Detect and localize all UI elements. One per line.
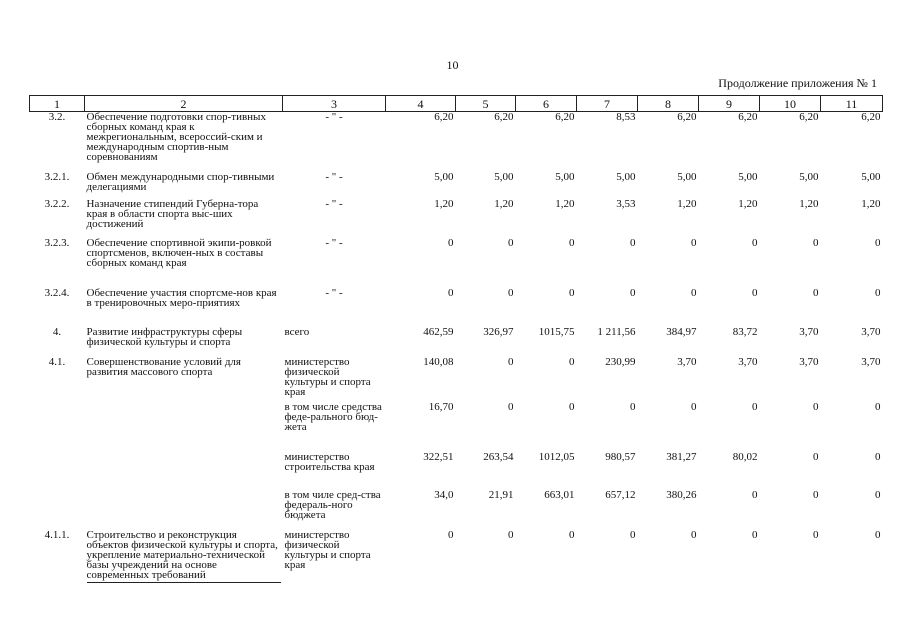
column-header: 9 — [699, 96, 760, 112]
table-row — [30, 199, 883, 238]
row-name-text: Обеспечение участия спортсме-нов края в тренировочных меро-приятиях — [86, 286, 277, 309]
row-value: 0 — [448, 286, 454, 299]
row-value: 1,20 — [555, 197, 575, 210]
row-value: 34,0 — [434, 488, 454, 501]
column-header: 6 — [516, 96, 577, 112]
row-source: - " - — [325, 197, 343, 210]
page-number: 10 — [446, 58, 459, 72]
row-name — [85, 490, 283, 530]
row-value: 6,20 — [861, 111, 881, 123]
row-value: 0 — [569, 528, 575, 541]
row-value: 0 — [691, 528, 697, 541]
table-row — [30, 112, 883, 172]
row-code: 3.2.4. — [44, 286, 70, 299]
row-value: 0 — [813, 488, 819, 501]
row-value: 1,20 — [434, 197, 454, 210]
column-header: 11 — [821, 96, 883, 112]
row-name — [85, 238, 283, 288]
row-value: 3,70 — [799, 325, 819, 338]
row-code: 3.2.3. — [44, 236, 70, 249]
row-value: 0 — [448, 236, 454, 249]
row-value: 5,00 — [434, 170, 454, 183]
table-row — [30, 238, 883, 288]
row-value: 1,20 — [861, 197, 881, 210]
row-source: в том чиле сред-ства федераль-ного бюджета — [284, 488, 381, 521]
row-code: 3.2.1. — [44, 170, 70, 183]
table-row — [30, 172, 883, 199]
row-value: 462,59 — [423, 325, 454, 338]
row-value: 0 — [569, 400, 575, 413]
row-source: - " - — [325, 170, 343, 183]
header-row — [30, 96, 883, 112]
row-value: 1,20 — [677, 197, 697, 210]
row-source: всего — [284, 325, 310, 338]
row-value: 3,70 — [861, 355, 881, 368]
row-value: 980,57 — [605, 450, 636, 463]
table-row — [30, 490, 883, 530]
row-value: 5,00 — [738, 170, 758, 183]
row-name — [85, 357, 283, 402]
row-value: 6,20 — [738, 111, 758, 123]
row-value: 3,70 — [799, 355, 819, 368]
row-name — [85, 172, 283, 199]
row-value: 0 — [752, 528, 758, 541]
row-name — [85, 327, 283, 357]
row-value: 0 — [813, 400, 819, 413]
row-value: 0 — [569, 286, 575, 299]
row-name-text: Обеспечение спортивной экипи-ровкой спортсменов, включен-ных в составы сборных команд края — [86, 236, 272, 269]
row-value: 0 — [813, 236, 819, 249]
row-value: 16,70 — [428, 400, 454, 413]
row-source: - " - — [325, 236, 343, 249]
row-source: - " - — [325, 286, 343, 299]
row-value: 326,97 — [483, 325, 514, 338]
row-source: в том числе средства феде-рального бюд-жета — [284, 400, 382, 433]
row-name — [85, 530, 283, 592]
row-value: 0 — [875, 286, 881, 299]
row-value: 3,70 — [677, 355, 697, 368]
row-value: 3,70 — [738, 355, 758, 368]
row-value: 3,53 — [616, 197, 636, 210]
row-name — [85, 452, 283, 490]
row-value: 1,20 — [738, 197, 758, 210]
row-value: 0 — [875, 236, 881, 249]
row-code: 4.1. — [48, 355, 66, 368]
column-header: 8 — [638, 96, 699, 112]
row-value: 230,99 — [605, 355, 636, 368]
table-row — [30, 288, 883, 327]
row-value: 0 — [813, 450, 819, 463]
row-name-text: Обеспечение подготовки спор-тивных сборных команд края к межрегиональным, всероссий-ским и международным спортив-ным соревнованиям — [86, 111, 266, 163]
row-value: 0 — [630, 236, 636, 249]
row-value: 0 — [448, 528, 454, 541]
row-value: 663,01 — [544, 488, 575, 501]
row-code — [30, 452, 85, 490]
column-header: 2 — [85, 96, 283, 112]
row-code — [30, 402, 85, 452]
row-code: 4.1.1. — [44, 528, 70, 541]
row-value: 6,20 — [799, 111, 819, 123]
row-value: 1015,75 — [538, 325, 575, 338]
row-name — [85, 288, 283, 327]
row-value: 380,26 — [666, 488, 697, 501]
row-value: 0 — [813, 528, 819, 541]
row-value: 0 — [875, 528, 881, 541]
row-value: 1012,05 — [538, 450, 575, 463]
row-value: 0 — [508, 236, 514, 249]
row-name-text: Развитие инфраструктуры сферы физической культуры и спорта — [86, 325, 243, 348]
row-value: 0 — [875, 400, 881, 413]
row-value: 5,00 — [799, 170, 819, 183]
row-code: 4. — [52, 325, 62, 338]
row-source: министерство строительства края — [284, 450, 375, 473]
column-header: 1 — [30, 96, 85, 112]
row-value: 0 — [569, 355, 575, 368]
row-value: 0 — [691, 236, 697, 249]
row-value: 1,20 — [799, 197, 819, 210]
row-name-text: Назначение стипендий Губерна-тора края в области спорта выс-ших достижений — [86, 197, 259, 230]
row-value: 5,00 — [861, 170, 881, 183]
row-code: 3.2.2. — [44, 197, 70, 210]
row-value: 0 — [752, 286, 758, 299]
row-value: 6,20 — [555, 111, 575, 123]
column-header: 7 — [577, 96, 638, 112]
row-value: 0 — [691, 400, 697, 413]
row-value: 0 — [813, 286, 819, 299]
table-row — [30, 530, 883, 592]
column-header: 10 — [760, 96, 821, 112]
row-value: 3,70 — [861, 325, 881, 338]
row-value: 5,00 — [616, 170, 636, 183]
row-name — [85, 402, 283, 452]
row-value: 0 — [630, 528, 636, 541]
row-value: 6,20 — [677, 111, 697, 123]
column-header: 5 — [456, 96, 516, 112]
row-value: 83,72 — [732, 325, 758, 338]
table-row — [30, 327, 883, 357]
table-row — [30, 357, 883, 402]
row-code: 3.2. — [48, 111, 66, 123]
row-source: министерство физической культуры и спорта края — [284, 355, 371, 398]
column-header: 4 — [386, 96, 456, 112]
row-value: 5,00 — [494, 170, 514, 183]
row-value: 0 — [569, 236, 575, 249]
row-value: 0 — [752, 488, 758, 501]
row-value: 0 — [508, 528, 514, 541]
row-value: 0 — [691, 286, 697, 299]
row-name-text: Совершенствование условий для развития массового спорта — [86, 355, 241, 378]
row-value: 384,97 — [666, 325, 697, 338]
table-row — [30, 402, 883, 452]
row-name — [85, 199, 283, 238]
row-value: 5,00 — [677, 170, 697, 183]
continuation-label: Продолжение приложения № 1 — [718, 76, 877, 90]
row-value: 1 211,56 — [597, 325, 636, 338]
row-value: 1,20 — [494, 197, 514, 210]
row-value: 6,20 — [434, 111, 454, 123]
row-value: 80,02 — [732, 450, 758, 463]
row-value: 657,12 — [605, 488, 636, 501]
row-value: 0 — [875, 450, 881, 463]
row-source: министерство физической культуры и спорта края — [284, 528, 371, 571]
column-header: 3 — [283, 96, 386, 112]
row-value: 263,54 — [483, 450, 514, 463]
row-value: 140,08 — [423, 355, 454, 368]
row-value: 5,00 — [555, 170, 575, 183]
row-value: 0 — [752, 400, 758, 413]
row-value: 8,53 — [616, 111, 636, 123]
row-value: 6,20 — [494, 111, 514, 123]
row-source: - " - — [325, 111, 343, 123]
table-row — [30, 452, 883, 490]
row-name-text: Обмен международными спор-тивными делегациями — [86, 170, 275, 193]
row-value: 0 — [752, 236, 758, 249]
row-value: 0 — [630, 286, 636, 299]
budget-table — [29, 95, 883, 592]
row-code — [30, 490, 85, 530]
row-name — [85, 112, 283, 172]
row-value: 381,27 — [666, 450, 697, 463]
row-name-text: Строительство и реконструкция объектов физической культуры и спорта, укрепление материально-технической базы учреждений на основе современных требований — [87, 530, 281, 583]
row-value: 322,51 — [423, 450, 454, 463]
row-value: 21,91 — [488, 488, 514, 501]
row-value: 0 — [630, 400, 636, 413]
row-value: 0 — [508, 355, 514, 368]
row-value: 0 — [508, 400, 514, 413]
row-value: 0 — [508, 286, 514, 299]
row-value: 0 — [875, 488, 881, 501]
